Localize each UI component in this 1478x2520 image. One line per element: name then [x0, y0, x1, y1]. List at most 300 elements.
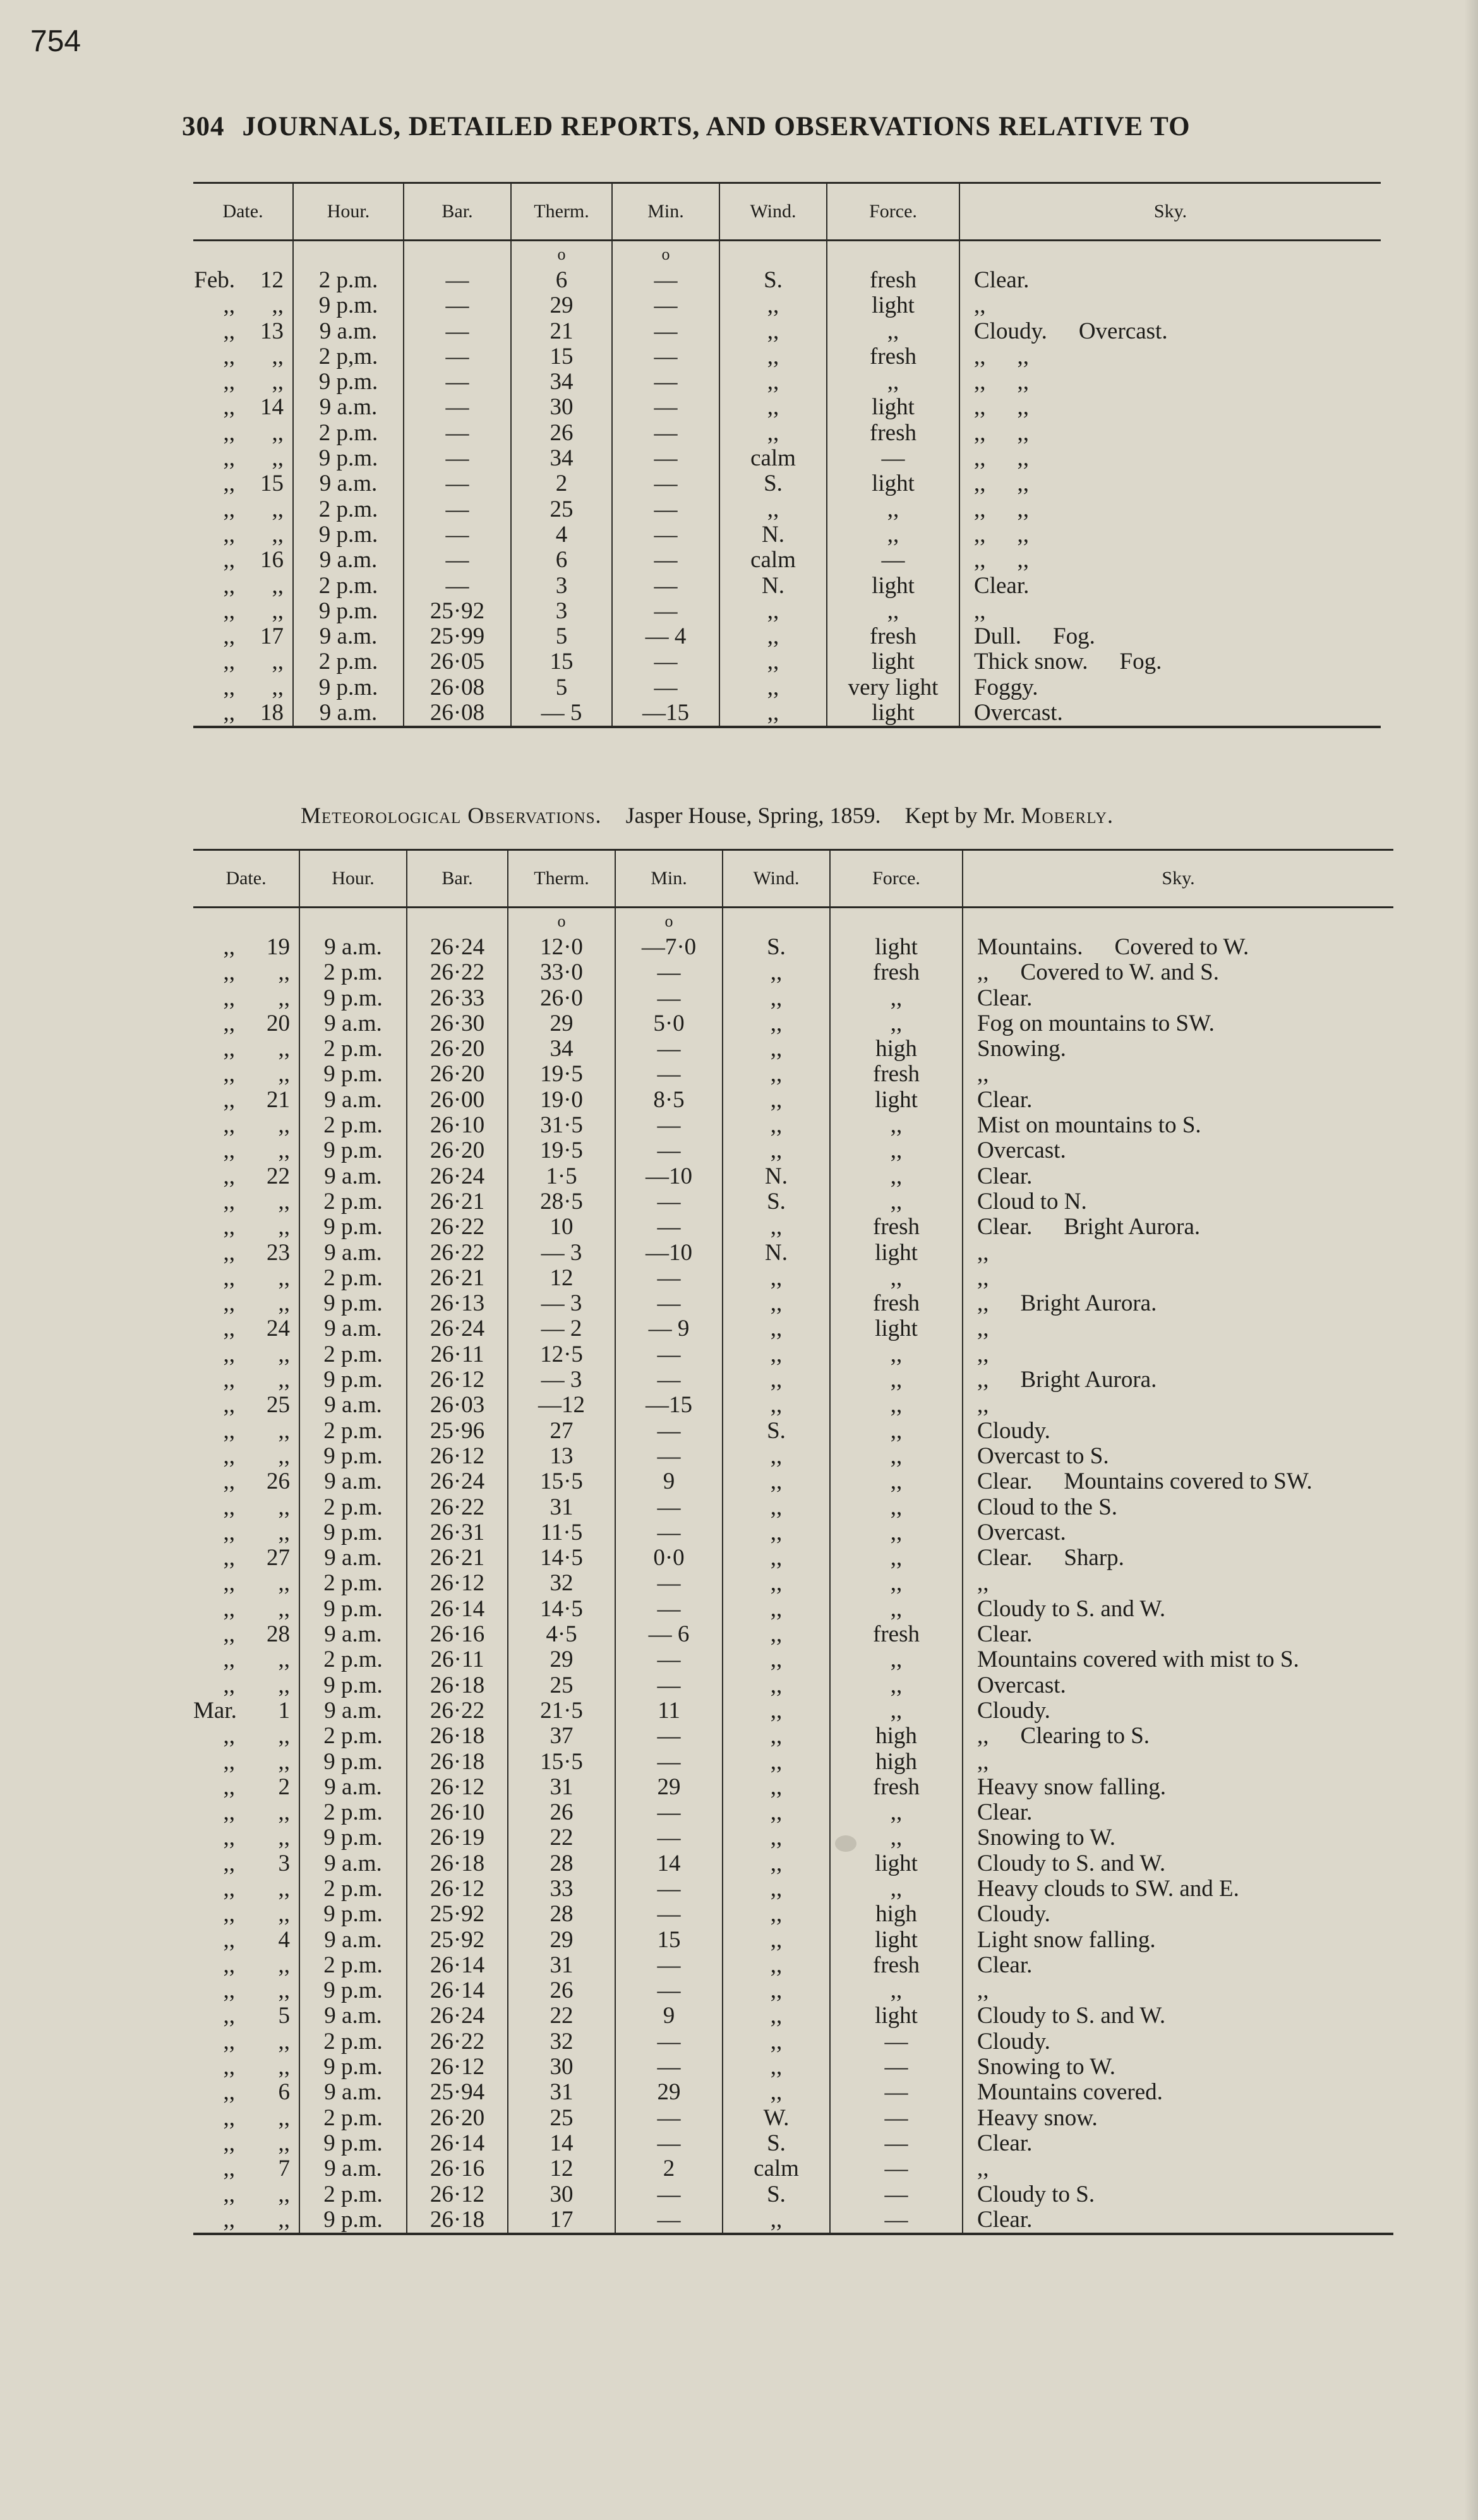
cell-wind: ,,: [723, 1215, 830, 1240]
cell-force: fresh: [827, 344, 959, 369]
sky-primary: Clear.: [977, 1087, 1033, 1113]
cell-min: —: [612, 369, 719, 395]
sky-primary: ,,: [977, 2156, 989, 2182]
cell-wind: ,,: [723, 1928, 830, 1953]
cell-month: ,,: [223, 1393, 235, 1419]
header-bar: Bar.: [404, 183, 511, 241]
sky-primary: ,,: [974, 395, 986, 421]
sky-primary: ,,: [974, 496, 986, 522]
cell-day: ,,: [278, 1825, 291, 1851]
table-row: [193, 1673, 1393, 1698]
cell-day: ,,: [278, 2130, 291, 2156]
sky-primary: Cloudy to S. and W.: [977, 2003, 1166, 2029]
cell-therm: — 3: [508, 1240, 615, 1266]
cell-hour: 9 a.m.: [293, 395, 404, 420]
cell-bar: —: [404, 369, 511, 395]
cell-force: ,,: [830, 1138, 963, 1163]
cell-sky: [959, 649, 1381, 675]
cell-hour: 9 p.m.: [293, 675, 404, 700]
cell-hour: 9 p.m.: [299, 1367, 407, 1393]
cell-sky: [959, 548, 1381, 573]
sky-primary: Clear.: [977, 1163, 1033, 1189]
cell-hour: 9 a.m.: [293, 548, 404, 573]
sky-primary: Clear.: [977, 1215, 1033, 1240]
cell-wind: ,,: [723, 1622, 830, 1647]
cell-therm: 22: [508, 1825, 615, 1851]
running-head-title: JOURNALS, DETAILED REPORTS, AND OBSERVATIONS RELATIVE TO: [242, 112, 1191, 141]
table-row: [193, 522, 1381, 548]
sky-primary: ,,: [977, 1062, 989, 1088]
cell-hour: 2 p.m.: [299, 960, 407, 985]
sky-primary: Thick snow.: [974, 649, 1088, 675]
cell-wind: ,,: [719, 624, 827, 649]
table-row: [193, 1724, 1393, 1749]
sky-secondary: Fog.: [1053, 624, 1095, 650]
sky-secondary: ,,: [1017, 446, 1030, 472]
cell-therm: 25: [508, 1673, 615, 1698]
cell-hour: 9 a.m.: [293, 700, 404, 727]
cell-therm: 10: [508, 1215, 615, 1240]
cell-hour: 9 a.m.: [299, 935, 407, 960]
sky-primary: Overcast.: [977, 1520, 1066, 1545]
cell-hour: 9 a.m.: [299, 1240, 407, 1266]
cell-force: light: [827, 395, 959, 420]
table-row: [193, 268, 1381, 293]
table-row: [193, 1138, 1393, 1163]
cell-bar: 25·94: [407, 2080, 508, 2105]
cell-day: 17: [260, 624, 284, 650]
table-row: [193, 1749, 1393, 1775]
cell-month: ,,: [223, 573, 235, 599]
cell-hour: 2 p,m.: [293, 344, 404, 369]
cell-force: ,,: [830, 1673, 963, 1698]
cell-sky: [963, 1215, 1393, 1240]
cell-bar: 26·03: [407, 1393, 508, 1418]
sky-primary: Cloudy.: [977, 1418, 1050, 1444]
sky-primary: Clear.: [977, 2130, 1033, 2156]
cell-min: —: [612, 522, 719, 548]
cell-hour: 9 p.m.: [299, 2055, 407, 2080]
cell-therm: —12: [508, 1393, 615, 1418]
table-row: [193, 1469, 1393, 1494]
observations-table-1: [193, 182, 1381, 728]
cell-force: fresh: [830, 1622, 963, 1647]
cell-hour: 9 a.m.: [299, 2003, 407, 2029]
cell-hour: 2 p.m.: [299, 1800, 407, 1825]
cell-force: fresh: [830, 1062, 963, 1087]
sky-primary: Overcast.: [977, 1672, 1066, 1698]
cell-day: ,,: [272, 369, 284, 395]
cell-wind: N.: [719, 573, 827, 599]
table-row: [193, 1316, 1393, 1341]
cell-day: 23: [267, 1240, 291, 1266]
cell-wind: ,,: [719, 599, 827, 624]
cell-min: —: [615, 1342, 723, 1367]
cell-month: ,,: [223, 446, 235, 472]
cell-force: ,,: [830, 1342, 963, 1367]
cell-therm: 29: [511, 293, 612, 318]
cell-therm: 13: [508, 1444, 615, 1469]
cell-therm: 26: [508, 1978, 615, 2003]
cell-sky: [963, 1825, 1393, 1851]
cell-hour: 9 p.m.: [293, 293, 404, 318]
cell-force: light: [830, 1316, 963, 1341]
cell-sky: [963, 1902, 1393, 1927]
cell-min: —: [612, 421, 719, 446]
cell-wind: ,,: [723, 1062, 830, 1087]
sky-secondary: ,,: [1017, 496, 1030, 522]
sky-secondary: Covered to W. and S.: [1020, 960, 1219, 986]
cell-force: —: [830, 2106, 963, 2131]
cell-bar: 26·14: [407, 1597, 508, 1622]
cell-therm: 28·5: [508, 1189, 615, 1215]
sky-primary: ,,: [974, 293, 986, 319]
table-row: [193, 446, 1381, 471]
sky-primary: ,,: [974, 598, 986, 624]
cell-day: ,,: [278, 1138, 291, 1164]
cell-bar: 26·14: [407, 1978, 508, 2003]
sky-primary: ,,: [977, 1265, 989, 1291]
cell-therm: 34: [508, 1036, 615, 1062]
cell-sky: [963, 1953, 1393, 1978]
table-row: [193, 1698, 1393, 1724]
cell-month: Mar.: [193, 1698, 237, 1724]
cell-wind: ,,: [723, 1113, 830, 1138]
cell-wind: ,,: [723, 2003, 830, 2029]
cell-therm: 2: [511, 471, 612, 496]
cell-hour: 2 p.m.: [293, 421, 404, 446]
cell-min: 29: [615, 2080, 723, 2105]
cell-min: —: [612, 268, 719, 293]
cell-therm: 25: [508, 2106, 615, 2131]
cell-hour: 9 p.m.: [299, 1597, 407, 1622]
cell-sky: [963, 1113, 1393, 1138]
cell-force: fresh: [827, 421, 959, 446]
cell-month: ,,: [223, 1571, 235, 1597]
sky-primary: Fog on mountains to SW.: [977, 1011, 1215, 1036]
table-row: [193, 1036, 1393, 1062]
cell-min: —: [615, 1902, 723, 1927]
sky-primary: Overcast to S.: [977, 1443, 1109, 1469]
cell-therm: 26: [508, 1800, 615, 1825]
cell-therm: — 3: [508, 1367, 615, 1393]
cell-sky: [963, 2156, 1393, 2181]
cell-sky: [959, 624, 1381, 649]
header-sky: Sky.: [963, 850, 1393, 908]
cell-day: ,,: [278, 1265, 291, 1291]
cell-sky: [963, 1876, 1393, 1902]
cell-therm: 15: [511, 649, 612, 675]
table-row: [193, 1597, 1393, 1622]
cell-therm: 32: [508, 2029, 615, 2055]
cell-bar: 26·00: [407, 1088, 508, 1113]
cell-min: —: [612, 293, 719, 318]
cell-month: ,,: [223, 1036, 235, 1062]
cell-hour: 9 p.m.: [293, 522, 404, 548]
cell-day: 1: [278, 1698, 291, 1724]
cell-min: —: [615, 1419, 723, 1444]
cell-force: ,,: [830, 1469, 963, 1494]
cell-bar: 26·30: [407, 1011, 508, 1036]
table-row: [193, 1444, 1393, 1469]
cell-force: high: [830, 1036, 963, 1062]
cell-min: —: [615, 1597, 723, 1622]
sky-primary: ,,: [974, 548, 986, 573]
cell-day: 12: [260, 268, 284, 293]
cell-min: —: [612, 344, 719, 369]
cell-sky: [963, 1266, 1393, 1291]
table-row: [193, 471, 1381, 496]
cell-min: —: [615, 1571, 723, 1596]
cell-day: ,,: [272, 496, 284, 522]
cell-month: ,,: [223, 1724, 235, 1749]
cell-force: ,,: [830, 1164, 963, 1189]
cell-bar: 26·18: [407, 2207, 508, 2234]
cell-month: ,,: [223, 1418, 235, 1444]
table-row: [193, 1062, 1393, 1087]
cell-month: ,,: [223, 1215, 235, 1240]
sky-secondary: Overcast.: [1078, 318, 1168, 344]
cell-sky: [963, 2131, 1393, 2156]
cell-force: fresh: [827, 268, 959, 293]
cell-sky: [963, 1291, 1393, 1316]
header-wind: Wind.: [723, 850, 830, 908]
cell-hour: 2 p.m.: [299, 1113, 407, 1138]
cell-sky: [963, 2055, 1393, 2080]
table-row: [193, 1571, 1393, 1596]
cell-bar: —: [404, 573, 511, 599]
sky-secondary: Bright Aurora.: [1020, 1291, 1157, 1317]
sky-secondary: ,,: [1017, 344, 1030, 369]
header-min: Min.: [612, 183, 719, 241]
cell-sky: [963, 1419, 1393, 1444]
cell-wind: S.: [723, 935, 830, 960]
cell-sky: [959, 700, 1381, 727]
cell-wind: ,,: [723, 1597, 830, 1622]
cell-sky: [963, 1545, 1393, 1571]
cell-month: ,,: [223, 1367, 235, 1393]
cell-wind: calm: [719, 446, 827, 471]
cell-force: —: [830, 2055, 963, 2080]
cell-min: 9: [615, 2003, 723, 2029]
cell-wind: ,,: [723, 2080, 830, 2105]
cell-day: ,,: [278, 1876, 291, 1902]
cell-force: ,,: [830, 986, 963, 1011]
cell-therm: 4·5: [508, 1622, 615, 1647]
table-row: [193, 497, 1381, 522]
cell-wind: ,,: [723, 1495, 830, 1520]
sky-secondary: Fog.: [1119, 649, 1162, 675]
table-row: [193, 1876, 1393, 1902]
sky-primary: Cloudy.: [974, 318, 1047, 344]
table-row: [193, 2080, 1393, 2105]
cell-hour: 2 p.m.: [299, 1189, 407, 1215]
cell-bar: 26·16: [407, 1622, 508, 1647]
sky-secondary: ,,: [1017, 522, 1030, 548]
cell-day: ,,: [272, 420, 284, 446]
sky-secondary: Clearing to S.: [1020, 1724, 1150, 1749]
cell-therm: 5: [511, 675, 612, 700]
cell-sky: [963, 1011, 1393, 1036]
cell-sky: [959, 522, 1381, 548]
cell-bar: 26·33: [407, 986, 508, 1011]
cell-month: ,,: [223, 1087, 235, 1113]
cell-bar: 26·22: [407, 1495, 508, 1520]
sky-primary: Snowing.: [977, 1036, 1066, 1062]
cell-month: ,,: [223, 369, 235, 395]
cell-wind: ,,: [719, 344, 827, 369]
cell-hour: 2 p.m.: [299, 2029, 407, 2055]
cell-wind: ,,: [723, 1800, 830, 1825]
cell-bar: —: [404, 344, 511, 369]
cell-force: light: [827, 649, 959, 675]
cell-sky: [959, 471, 1381, 496]
sky-primary: Heavy clouds to SW. and E.: [977, 1876, 1239, 1902]
cell-wind: ,,: [723, 1902, 830, 1927]
cell-day: ,,: [278, 1749, 291, 1775]
cell-wind: ,,: [723, 2055, 830, 2080]
sky-primary: Cloudy to S. and W.: [977, 1596, 1166, 1622]
cell-wind: ,,: [723, 1978, 830, 2003]
cell-min: —10: [615, 1240, 723, 1266]
cell-month: ,,: [223, 1545, 235, 1571]
cell-day: ,,: [278, 1418, 291, 1444]
cell-hour: 9 p.m.: [299, 1825, 407, 1851]
degree-row: [193, 908, 1393, 935]
cell-wind: ,,: [723, 1393, 830, 1418]
sky-primary: ,,: [977, 1393, 989, 1419]
sky-primary: Clear.: [977, 1800, 1033, 1826]
cell-wind: S.: [719, 471, 827, 496]
cell-force: ,,: [830, 1189, 963, 1215]
cell-force: ,,: [830, 1876, 963, 1902]
cell-bar: 26·18: [407, 1724, 508, 1749]
header-wind: Wind.: [719, 183, 827, 241]
cell-hour: 9 a.m.: [299, 2156, 407, 2181]
cell-sky: [963, 1062, 1393, 1087]
table-row: [193, 2207, 1393, 2234]
sky-secondary: Covered to W.: [1114, 935, 1249, 960]
cell-day: 7: [278, 2156, 291, 2182]
cell-day: 18: [244, 700, 293, 727]
sky-primary: Cloudy to S. and W.: [977, 1851, 1166, 1876]
cell-bar: 26·14: [407, 1953, 508, 1978]
sky-primary: ,,: [977, 1240, 989, 1266]
cell-hour: 9 a.m.: [293, 319, 404, 344]
table-row: [193, 1495, 1393, 1520]
cell-force: ,,: [830, 1393, 963, 1418]
cell-day: ,,: [278, 985, 291, 1011]
cell-therm: 29: [508, 1928, 615, 1953]
cell-therm: 4: [511, 522, 612, 548]
table-row: [193, 1419, 1393, 1444]
cell-force: light: [830, 1240, 963, 1266]
page-number: 304: [182, 112, 225, 141]
cell-min: —: [615, 1800, 723, 1825]
cell-bar: 26·12: [407, 1571, 508, 1596]
observations-table-2: [193, 849, 1393, 2235]
cell-therm: — 3: [508, 1291, 615, 1316]
cell-bar: —: [404, 395, 511, 420]
cell-wind: ,,: [723, 1036, 830, 1062]
cell-force: ,,: [830, 1825, 963, 1851]
cell-force: very light: [827, 675, 959, 700]
cell-month: ,,: [223, 395, 235, 421]
table-row: [193, 2131, 1393, 2156]
sky-primary: Clear.: [977, 1545, 1033, 1571]
cell-bar: 26·24: [407, 1164, 508, 1189]
cell-wind: S.: [723, 1189, 830, 1215]
table-row: [193, 344, 1381, 369]
cell-hour: 9 p.m.: [299, 1215, 407, 1240]
cell-hour: 2 p.m.: [299, 1419, 407, 1444]
cell-month: ,,: [223, 2080, 235, 2106]
cell-day: ,,: [278, 2105, 291, 2131]
cell-hour: 9 p.m.: [299, 1444, 407, 1469]
cell-force: light: [827, 573, 959, 599]
table-row: [193, 1240, 1393, 1266]
cell-month: ,,: [223, 1622, 235, 1648]
paper-speck: [835, 1835, 856, 1852]
cell-therm: 15·5: [508, 1749, 615, 1775]
cell-bar: 26·22: [407, 960, 508, 985]
cell-min: —: [615, 1495, 723, 1520]
cell-min: —: [615, 1749, 723, 1775]
cell-therm: 15: [511, 344, 612, 369]
cell-sky: [963, 1088, 1393, 1113]
cell-force: light: [830, 1088, 963, 1113]
cell-force: ,,: [827, 319, 959, 344]
table-row: [193, 1800, 1393, 1825]
cell-min: —10: [615, 1164, 723, 1189]
cell-sky: [963, 1597, 1393, 1622]
cell-bar: 26·08: [404, 675, 511, 700]
sky-primary: ,,: [974, 522, 986, 548]
cell-sky: [959, 497, 1381, 522]
cell-day: 26: [267, 1469, 291, 1495]
header-hour: Hour.: [293, 183, 404, 241]
header-date: Date.: [193, 183, 293, 241]
cell-bar: 26·12: [407, 1775, 508, 1800]
cell-sky: [963, 1138, 1393, 1163]
cell-min: —: [615, 1113, 723, 1138]
sky-secondary: ,,: [1017, 395, 1030, 421]
cell-sky: [963, 1469, 1393, 1494]
cell-hour: 2 p.m.: [293, 268, 404, 293]
degree-sign: o: [612, 241, 719, 268]
cell-min: —: [615, 1825, 723, 1851]
cell-wind: ,,: [723, 1291, 830, 1316]
sky-primary: Mountains covered with mist to S.: [977, 1647, 1299, 1673]
cell-therm: 27: [508, 1419, 615, 1444]
sky-secondary: ,,: [1017, 420, 1030, 446]
cell-therm: 26·0: [508, 986, 615, 1011]
cell-therm: 3: [511, 573, 612, 599]
cell-day: ,,: [272, 344, 284, 369]
cell-day: ,,: [272, 598, 284, 624]
cell-therm: — 5: [511, 700, 612, 727]
cell-min: —: [615, 1291, 723, 1316]
cell-force: ,,: [830, 1367, 963, 1393]
cell-sky: [963, 1978, 1393, 2003]
cell-force: ,,: [830, 1266, 963, 1291]
sky-primary: Heavy snow falling.: [977, 1774, 1167, 1800]
cell-month: ,,: [223, 293, 235, 319]
sky-primary: Foggy.: [974, 675, 1038, 700]
cell-wind: ,,: [723, 1316, 830, 1341]
table-row: [193, 1088, 1393, 1113]
table-row: [193, 1647, 1393, 1672]
